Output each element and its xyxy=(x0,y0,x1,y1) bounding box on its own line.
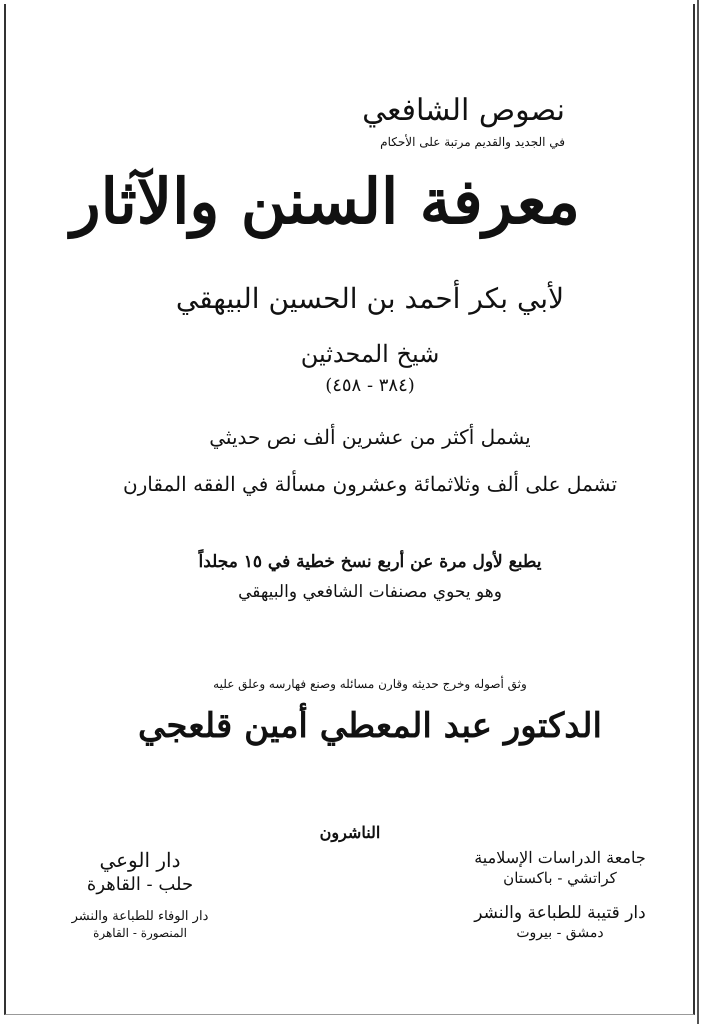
publisher-right-name: جامعة الدراسات الإسلامية xyxy=(474,848,646,867)
publisher-right-name-2: دار قتيبة للطباعة والنشر xyxy=(474,903,646,923)
publishers-heading: الناشرون xyxy=(319,823,381,842)
publisher-left-name: دار الوعي xyxy=(99,848,181,872)
editor-name: الدكتور عبد المعطي أمين قلعجي xyxy=(138,706,602,746)
book-author: لأبي بكر أحمد بن الحسين البيهقي xyxy=(175,282,565,315)
editor-credit-note: وثق أصوله وخرج حديثه وقارن مسائله وصنع فهارسه وعلق عليه xyxy=(213,677,527,691)
publisher-left-city: حلب - القاهرة xyxy=(86,874,194,895)
publisher-right-city-2: دمشق - بيروت xyxy=(516,925,604,941)
printing-note-2: وهو يحوي مصنفات الشافعي والبيهقي xyxy=(238,582,502,602)
description-line-1: يشمل أكثر من عشرين ألف نص حديثي xyxy=(209,425,531,449)
publisher-block-right xyxy=(440,848,680,941)
author-dates: (٣٨٤ - ٤٥٨) xyxy=(325,375,415,396)
author-epithet: شيخ المحدثين xyxy=(300,340,440,368)
page-edge-line xyxy=(697,0,699,1024)
publisher-block-left xyxy=(40,848,240,940)
series-title: نصوص الشافعي xyxy=(362,93,565,128)
book-title: معرفة السنن والآثار xyxy=(70,165,580,238)
series-subtitle: في الجديد والقديم مرتبة على الأحكام xyxy=(380,135,565,149)
publisher-right-city: كراتشي - باكستان xyxy=(503,869,617,887)
publisher-left-city-2: المنصورة - القاهرة xyxy=(93,926,187,940)
description-line-2: تشمل على ألف وثلاثمائة وعشرون مسألة في الفقه المقارن xyxy=(122,472,618,496)
printing-note-1: يطبع لأول مرة عن أربع نسخ خطية في ١٥ مجلداً xyxy=(198,552,542,572)
publisher-left-name-2: دار الوفاء للطباعة والنشر xyxy=(71,909,209,924)
